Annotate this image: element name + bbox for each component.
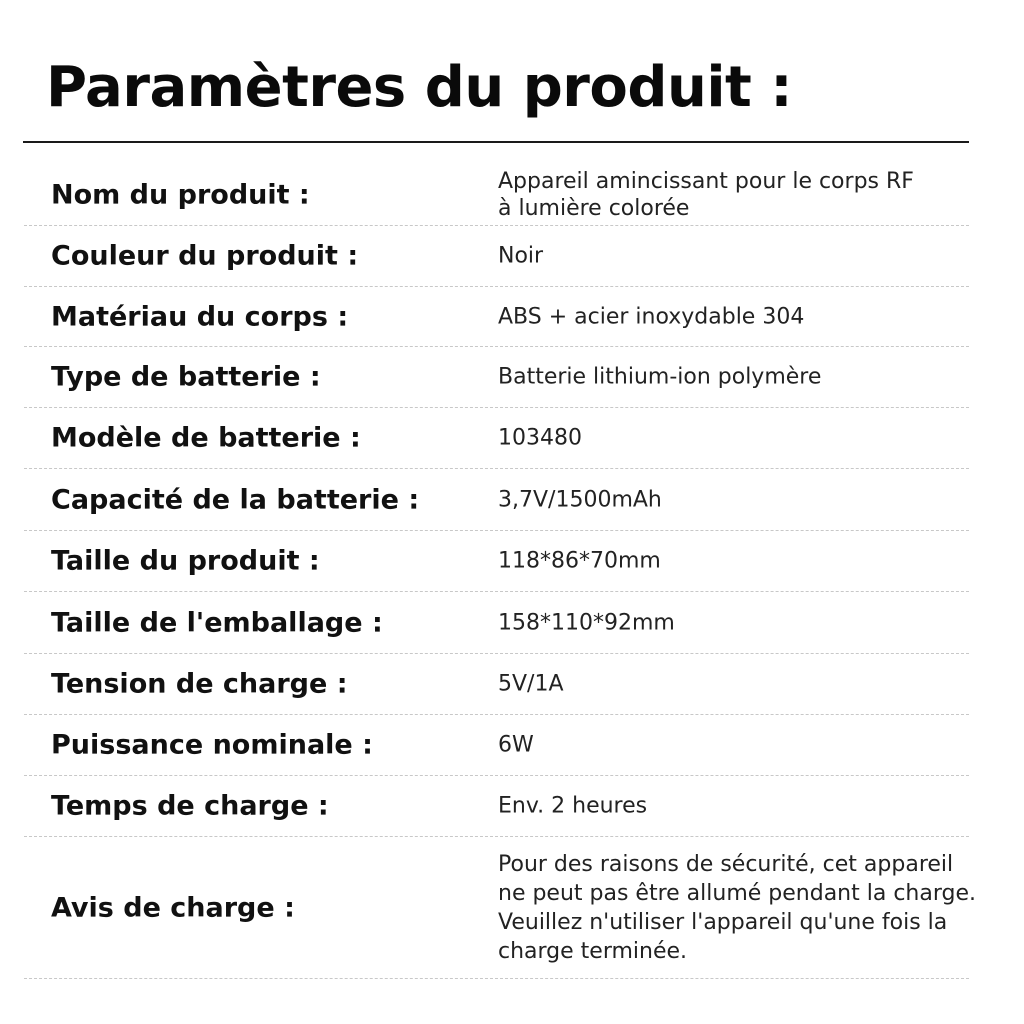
- spec-row-couleur-du-produit: [24, 226, 969, 287]
- spec-value: Env. 2 heures: [498, 793, 648, 819]
- spec-label: Taille du produit :: [51, 545, 320, 577]
- spec-label: Modèle de batterie :: [51, 422, 361, 454]
- spec-row-materiau-du-corps: [24, 287, 969, 347]
- spec-value: Pour des raisons de sécurité, cet appareil ne peut pas être allumé pendant la charge. Veuillez n'utiliser l'appareil qu'une fois la charge terminée.: [498, 851, 977, 964]
- spec-row-avis-de-charge: [24, 837, 977, 979]
- spec-label: Couleur du produit :: [51, 240, 359, 272]
- spec-value: 103480: [498, 425, 582, 451]
- spec-value: Batterie lithium-ion polymère: [498, 364, 822, 390]
- spec-row-taille-du-produit: [24, 531, 969, 592]
- spec-row-modele-de-batterie: [24, 408, 969, 469]
- spec-value: 158*110*92mm: [498, 610, 675, 635]
- spec-label: Type de batterie :: [51, 361, 321, 393]
- spec-label: Temps de charge :: [51, 790, 329, 822]
- spec-label: Nom du produit :: [51, 179, 310, 210]
- spec-value: 6W: [498, 732, 534, 758]
- spec-row-temps-de-charge: [24, 776, 969, 837]
- spec-row-tension-de-charge: [24, 654, 969, 715]
- title-divider: [23, 141, 969, 143]
- page-title: Paramètres du produit :: [46, 55, 793, 120]
- spec-label: Taille de l'emballage :: [51, 607, 383, 638]
- spec-label: Capacité de la batterie :: [51, 484, 420, 515]
- spec-value: ABS + acier inoxydable 304: [498, 304, 805, 329]
- spec-value: 118*86*70mm: [498, 548, 661, 574]
- spec-value: 5V/1A: [498, 671, 564, 697]
- spec-value: 3,7V/1500mAh: [498, 487, 662, 512]
- spec-value: Noir: [498, 243, 544, 269]
- spec-row-puissance-nominale: [24, 715, 969, 776]
- spec-label: Matériau du corps :: [51, 301, 349, 332]
- spec-row-taille-de-l-emballage: [24, 592, 969, 654]
- spec-row-type-de-batterie: [24, 347, 969, 408]
- spec-label: Tension de charge :: [51, 668, 348, 700]
- spec-row-capacite-de-la-batterie: [24, 469, 969, 531]
- spec-label: Puissance nominale :: [51, 729, 373, 761]
- spec-label: Avis de charge :: [51, 892, 295, 923]
- spec-value: Appareil amincissant pour le corps RF à lumière colorée: [498, 168, 914, 221]
- spec-row-nom-du-produit: [24, 164, 969, 226]
